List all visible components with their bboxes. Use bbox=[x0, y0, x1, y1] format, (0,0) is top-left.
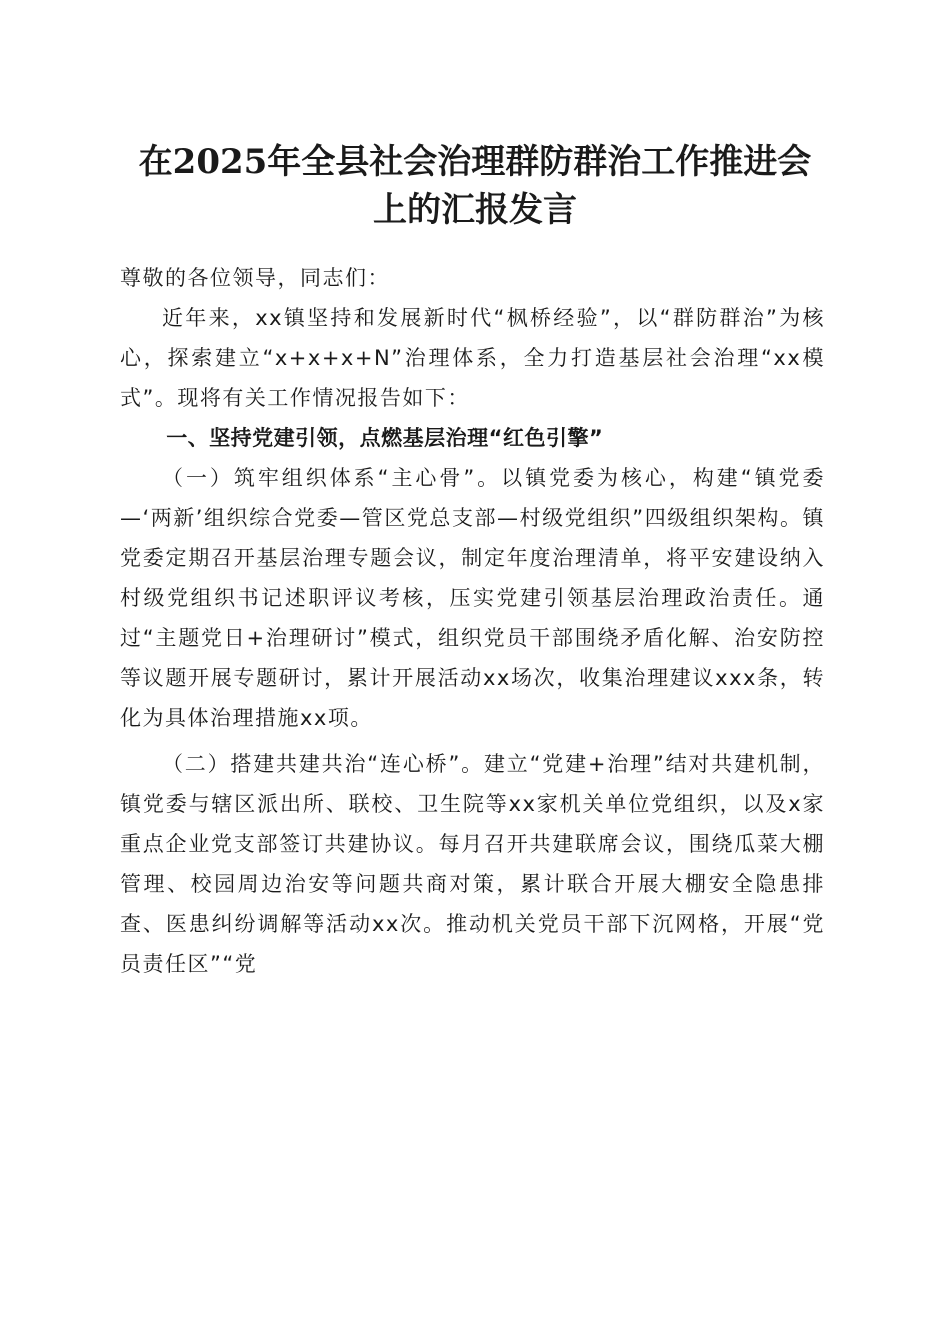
document-body bbox=[120, 258, 825, 984]
paragraph-1: （一）筑牢组织体系“主心骨”。以镇党委为核心，构建“镇党委—‘两新’组织综合党委—管区党总支部—村级党组织”四级组织架构。镇党委定期召开基层治理专题会议，制定年度治理清单，将平安建设纳入村级党组织书记述职评议考核，压实党建引领基层治理政治责任。通过“主题党日+治理研讨”模式，组织党员干部围绕矛盾化解、治安防控等议题开展专题研讨，累计开展活动xx场次，收集治理建议xxx条，转化为具体治理措施xx项。 bbox=[120, 466, 825, 730]
salutation: 尊敬的各位领导，同志们： bbox=[120, 266, 390, 290]
title-line-1: 在2025年全县社会治理群防群治工作推进会 bbox=[138, 142, 812, 182]
intro-paragraph: 近年来，xx镇坚持和发展新时代“枫桥经验”，以“群防群治”为核心，探索建立“x+x+x+N”治理体系，全力打造基层社会治理“xx模式”。现将有关工作情况报告如下： bbox=[120, 306, 825, 410]
paragraph-2: （二）搭建共建共治“连心桥”。建立“党建+治理”结对共建机制，镇党委与辖区派出所、联校、卫生院等xx家机关单位党组织，以及x家重点企业党支部签订共建协议。每月召开共建联席会议，围绕瓜菜大棚管理、校园周边治安等问题共商对策，累计联合开展大棚安全隐患排查、医患纠纷调解等活动xx次。推动机关党员干部下沉网格，开展“党员责任区”“党 bbox=[120, 752, 825, 976]
section-1-heading: 一、坚持党建引领，点燃基层治理“红色引擎” bbox=[166, 426, 604, 450]
title-line-2: 上的汇报发言 bbox=[373, 190, 577, 230]
document-title bbox=[100, 138, 850, 234]
